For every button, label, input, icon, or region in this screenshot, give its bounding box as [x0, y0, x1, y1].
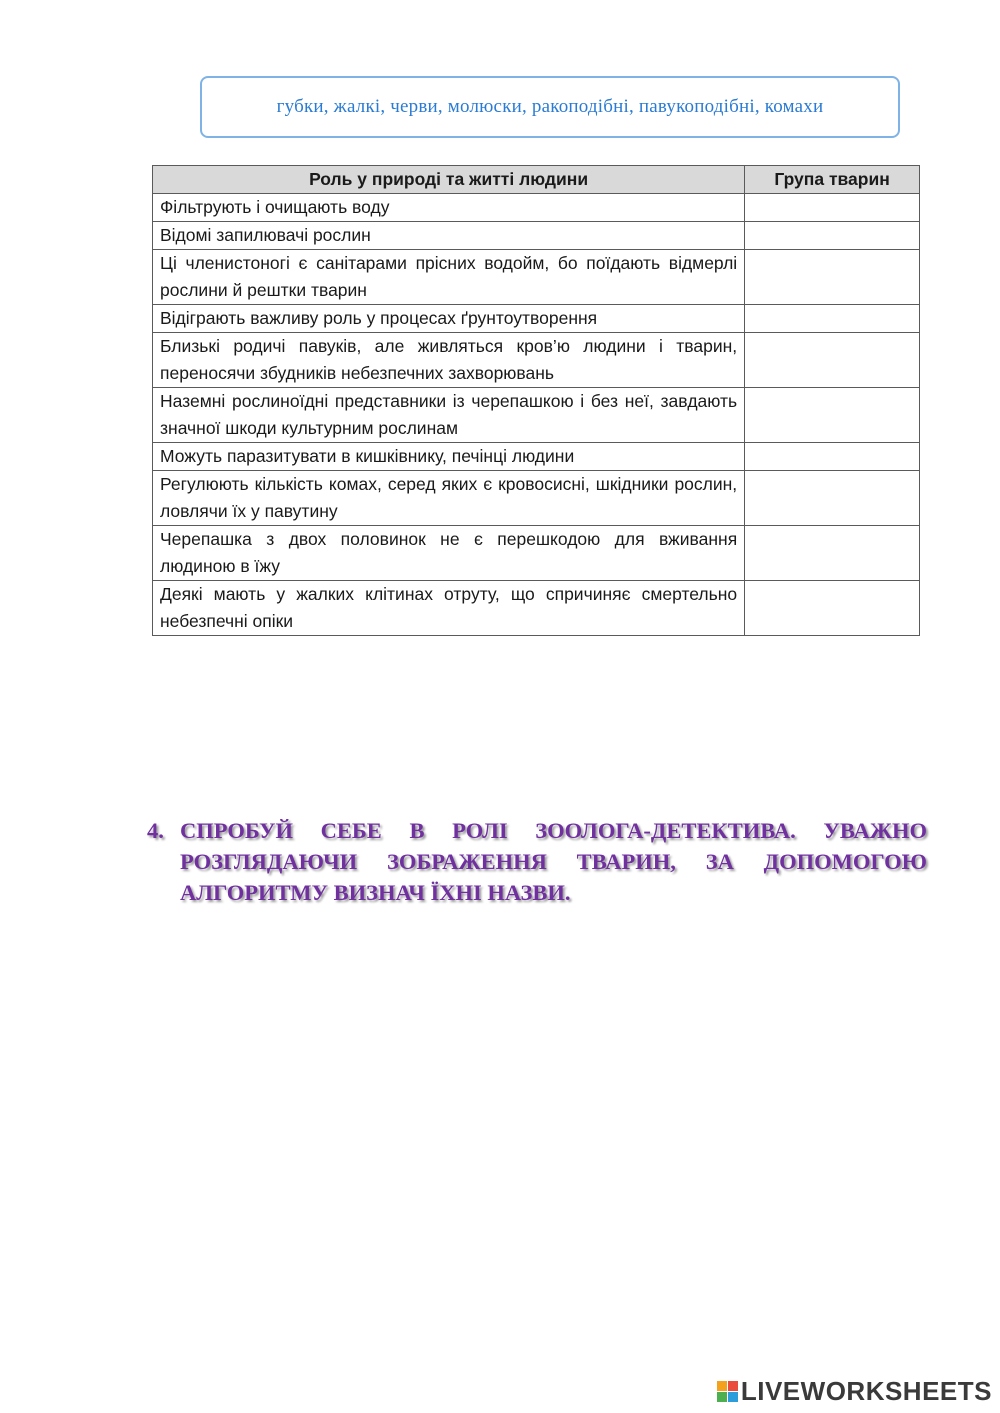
role-cell: Ці членистоногі є санітарами прісних водойм, бо поїдають відмерлі рослини й рештки тварин	[153, 250, 745, 305]
group-answer-cell[interactable]	[745, 250, 920, 305]
table-row	[153, 194, 920, 222]
role-cell: Фільтрують і очищають воду	[153, 194, 745, 222]
group-answer-cell[interactable]	[745, 305, 920, 333]
role-cell: Відіграють важливу роль у процесах ґрунтоутворення	[153, 305, 745, 333]
role-cell: Регулюють кількість комах, серед яких є кровосисні, шкідники рослин, ловлячи їх у павутину	[153, 471, 745, 526]
word-bank-text: губки, жалкі, черви, молюски, ракоподібні, павукоподібні, комахи	[276, 96, 824, 117]
table-row	[153, 388, 920, 443]
table-row	[153, 471, 920, 526]
liveworksheets-logo[interactable]	[717, 1376, 992, 1407]
role-cell: Деякі мають у жалких клітинах отруту, що спричиняє смертельно небезпечні опіки	[153, 581, 745, 636]
group-answer-cell[interactable]	[745, 526, 920, 581]
table-row	[153, 305, 920, 333]
role-cell: Наземні рослиноїдні представники із черепашкою і без неї, завдають значної шкоди культурним рослинам	[153, 388, 745, 443]
task-number: 4.	[147, 818, 164, 843]
group-answer-cell[interactable]	[745, 388, 920, 443]
role-cell: Черепашка з двох половинок не є перешкодою для вживання людиною в їжу	[153, 526, 745, 581]
table-row	[153, 222, 920, 250]
role-cell: Відомі запилювачі рослин	[153, 222, 745, 250]
table-row	[153, 581, 920, 636]
table-row	[153, 333, 920, 388]
logo-mark-icon	[717, 1381, 738, 1402]
header-role: Роль у природі та житті людини	[153, 166, 745, 194]
group-answer-cell[interactable]	[745, 443, 920, 471]
logo-square-icon	[728, 1381, 738, 1391]
table-row	[153, 526, 920, 581]
group-answer-cell[interactable]	[745, 194, 920, 222]
role-cell: Можуть паразитувати в кишківнику, печінці людини	[153, 443, 745, 471]
logo-text: LIVEWORKSHEETS	[740, 1376, 992, 1406]
task-text: СПРОБУЙ СЕБЕ В РОЛІ ЗООЛОГА-ДЕТЕКТИВА. УВАЖНО РОЗГЛЯДАЮЧИ ЗОБРАЖЕННЯ ТВАРИН, ЗА ДОПОМОГОЮ АЛГОРИТМУ ВИЗНАЧ ЇХНІ НАЗВИ.	[180, 818, 927, 905]
logo-square-icon	[717, 1392, 727, 1402]
task-heading	[147, 815, 927, 908]
header-group: Група тварин	[745, 166, 920, 194]
table-row	[153, 443, 920, 471]
table-header-row	[153, 166, 920, 194]
group-answer-cell[interactable]	[745, 471, 920, 526]
group-answer-cell[interactable]	[745, 222, 920, 250]
role-cell: Близькі родичі павуків, але живляться кров’ю людини і тварин, переносячи збудників небезпечних захворювань	[153, 333, 745, 388]
table-row	[153, 250, 920, 305]
roles-table	[152, 165, 920, 636]
word-bank-box	[200, 76, 900, 138]
logo-square-icon	[728, 1392, 738, 1402]
group-answer-cell[interactable]	[745, 333, 920, 388]
logo-square-icon	[717, 1381, 727, 1391]
group-answer-cell[interactable]	[745, 581, 920, 636]
